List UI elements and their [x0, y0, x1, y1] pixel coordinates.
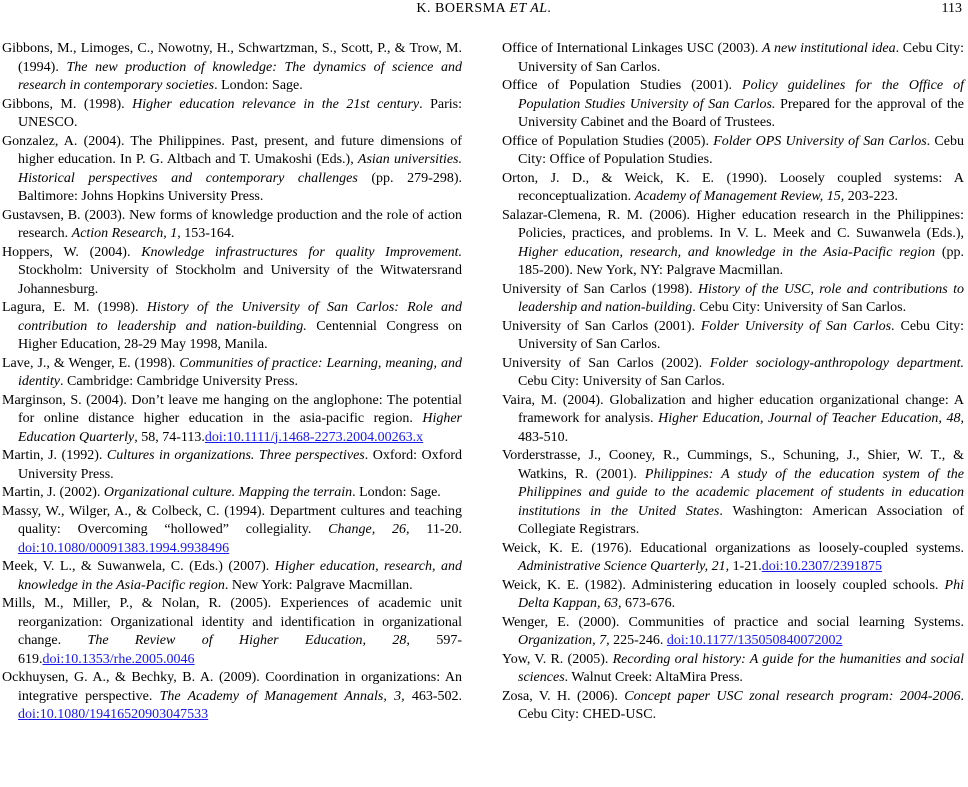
reference-text-end: . London: Sage. [214, 78, 303, 93]
reference-entry [502, 688, 964, 725]
reference-text-end: 203-223. [844, 189, 898, 204]
reference-title: Higher Education, Journal of Teacher Education, 48, [658, 411, 964, 426]
reference-entry [502, 540, 964, 577]
reference-text: Zosa, V. H. (2006). [502, 688, 625, 704]
reference-text-end: , 58, 74-113. [134, 429, 205, 445]
reference-title: Communities of practice: Learning, meaning, and identity [18, 355, 462, 389]
reference-entry [502, 207, 964, 281]
reference-entry [2, 447, 462, 484]
reference-title: The new production of knowledge: The dynamics of science and research in contemporary societies [18, 59, 463, 93]
reference-text: Vaira, M. (2004). Globalization and higher education organizational change: A framework for analysis. [502, 392, 964, 426]
reference-title: Phi Delta Kappan, 63, [518, 577, 964, 611]
reference-title: Organization, 7, [518, 633, 610, 648]
reference-title: The Academy of Management Annals, 3, [159, 688, 405, 704]
reference-title: Higher Education Quarterly [18, 411, 462, 445]
reference-text-end: . New York: Palgrave Macmillan. [224, 577, 413, 593]
reference-text-end: 463-502. [404, 688, 462, 704]
reference-text: University of San Carlos (1998). [502, 281, 698, 297]
reference-text-end: 225-246. [609, 633, 667, 648]
reference-entry [2, 96, 462, 133]
reference-text: University of San Carlos (2002). [502, 355, 710, 371]
reference-text-end: Prepared for the approval of the University Cabinet and the Board of Trustees. [518, 96, 964, 130]
reference-title: Higher education, research, and knowledge in the Asia-Pacific region [18, 559, 462, 593]
reference-text-end: 1-21. [729, 559, 762, 574]
reference-entry [2, 484, 462, 503]
reference-text-end: . Cebu City: University of San Carlos. [518, 41, 964, 75]
reference-text-end: . Cebu City: University of San Carlos. [518, 318, 964, 352]
reference-text-end: 483-510. [518, 429, 569, 445]
reference-entry [502, 318, 964, 355]
reference-title: Change, 26, [328, 522, 410, 537]
running-head-etal: ET AL. [509, 1, 552, 16]
reference-title: Higher education relevance in the 21st century [132, 96, 420, 112]
reference-text: Gibbons, M., Limoges, C., Nowotny, H., Schwartzman, S., Scott, P., & Trow, M. (1994). [2, 41, 462, 75]
doi-link[interactable]: doi:10.1353/rhe.2005.0046 [42, 651, 195, 667]
reference-text: Ockhuysen, G. A., & Bechky, B. A. (2009). Coordination in organizations: An integrative perspective. [2, 670, 462, 704]
reference-text-end: . London: Sage. [352, 485, 441, 500]
reference-text: Martin, J. (1992). [2, 448, 107, 463]
reference-title: Action Research, 1, [71, 226, 181, 241]
reference-title: Concept paper USC zonal research program: 2004-2006 [624, 688, 961, 704]
running-head-author: K. BOERSMA [416, 1, 506, 16]
reference-title: Cultures in organizations. Three perspectives [106, 448, 365, 463]
reference-entry [502, 614, 964, 651]
reference-text: Lave, J., & Wenger, E. (1998). [2, 355, 180, 371]
reference-text: Orton, J. D., & Weick, K. E. (1990). Loosely coupled systems: A reconceptualization. [502, 170, 964, 204]
reference-text-end: Stockholm: University of Stockholm and University of the Witwatersrand Johannesburg. [18, 263, 462, 297]
reference-text: Office of Population Studies (2005). [502, 133, 714, 149]
reference-text: Massy, W., Wilger, A., & Colbeck, C. (1994). Department cultures and teaching quality: Overcoming “hollowed” collegiality. [2, 503, 462, 537]
doi-link[interactable]: doi:10.1080/00091383.1994.9938496 [18, 540, 230, 556]
reference-title: Knowledge infrastructures for quality Improvement. [141, 244, 463, 260]
reference-title: Folder sociology-anthropology department. [709, 355, 964, 371]
reference-title: Folder OPS University of San Carlos [713, 133, 927, 149]
doi-link[interactable]: doi:10.1177/135050840072002 [666, 633, 843, 648]
reference-entry [502, 355, 964, 392]
reference-text-end: . Cebu City: CHED-USC. [518, 688, 964, 722]
reference-entry [502, 651, 964, 688]
reference-text-end: . Walnut Creek: AltaMira Press. [564, 670, 743, 685]
reference-text-end: 153-164. [180, 226, 235, 241]
doi-link[interactable]: doi:10.1111/j.1468-2273.2004.00263.x [204, 429, 424, 445]
reference-text: Office of Population Studies (2001). [502, 78, 743, 93]
reference-entry [2, 40, 462, 96]
reference-title: Philippines: A study of the education system of the Philippines and guide to the academic placement of students in education institutions in the United States [518, 466, 964, 519]
reference-entry [502, 77, 964, 133]
reference-text: Mills, M., Miller, P., & Nolan, R. (2005). Experiences of academic unit reorganization: Organizational identity and identification in organizational change. [2, 596, 462, 648]
reference-text: Weick, K. E. (1982). Administering education in loosely coupled schools. [502, 577, 945, 593]
reference-entry [2, 133, 462, 207]
reference-title: Folder University of San Carlos [700, 318, 892, 334]
reference-text: Gonzalez, A. (2004). The Philippines. Past, present, and future dimensions of higher education. In P. G. Altbach and T. Umakoshi (Eds.), [2, 133, 462, 167]
reference-text-end: Centennial Congress on Higher Education, 28-29 May 1998, Manila. [18, 318, 462, 352]
reference-entry [2, 355, 462, 392]
reference-text-end: . Oxford: Oxford University Press. [18, 448, 462, 482]
reference-entry [502, 40, 964, 77]
reference-entry [502, 133, 964, 170]
reference-entry [2, 207, 462, 244]
reference-title: Academy of Management Review, 15, [634, 189, 845, 204]
reference-title: Asian universities. Historical perspectives and contemporary challenges [18, 152, 463, 186]
reference-text-end: (pp. 185-200). New York, NY: Palgrave Macmillan. [518, 244, 964, 278]
reference-text-end: . Cebu City: University of San Carlos. [692, 300, 907, 315]
running-head [0, 1, 968, 17]
doi-link[interactable]: doi:10.1080/19416520903047533 [18, 707, 209, 722]
reference-text: Lagura, E. M. (1998). [2, 300, 147, 315]
reference-title: Recording oral history: A guide for the humanities and social sciences [518, 651, 965, 685]
page-header [0, 0, 968, 20]
reference-entry [502, 281, 964, 318]
reference-entry [502, 577, 964, 614]
reference-text: Yow, V. R. (2005). [502, 651, 613, 667]
doi-link[interactable]: doi:10.2307/2391875 [761, 559, 882, 574]
reference-text-end: 597-619. [18, 633, 462, 667]
reference-title: Administrative Science Quarterly, 21, [518, 559, 730, 574]
reference-entry [502, 392, 964, 448]
reference-text-end: . Cebu City: Office of Population Studies. [518, 133, 964, 167]
reference-entry [2, 558, 462, 595]
reference-text-end: . Paris: UNESCO. [18, 96, 462, 130]
reference-text: Wenger, E. (2000). Communities of practice and social learning Systems. [502, 614, 964, 630]
reference-entry [2, 392, 462, 448]
page-number: 113 [941, 1, 962, 16]
reference-text-end: (pp. 279-298). Baltimore: Johns Hopkins University Press. [18, 170, 462, 204]
reference-text-end: Cebu City: University of San Carlos. [518, 374, 725, 389]
references-right-column [502, 40, 964, 725]
reference-title: The Review of Higher Education, 28, [87, 633, 410, 648]
reference-text-end: 673-676. [621, 596, 676, 611]
reference-entry [2, 595, 462, 669]
reference-text-end: . Cambridge: Cambridge University Press. [60, 374, 298, 389]
reference-entry [502, 170, 964, 207]
reference-title: History of the USC, role and contributions to leadership and nation-building [518, 281, 964, 315]
reference-title: A new institutional idea [762, 41, 896, 56]
reference-title: Organizational culture. Mapping the terrain [103, 485, 353, 500]
reference-text: Vorderstrasse, J., Cooney, R., Cummings, S., Schuning, J., Shier, W. T., & Watkins, R. (2001). [502, 448, 964, 482]
reference-text: University of San Carlos (2001). [502, 318, 701, 334]
reference-title: History of the University of San Carlos: Role and contribution to leadership and nation-building. [18, 300, 462, 334]
reference-text-end: . Washington: American Association of Collegiate Registrars. [518, 503, 964, 537]
reference-entry [2, 503, 462, 559]
reference-entry [2, 244, 462, 300]
reference-text: Weick, K. E. (1976). Educational organizations as loosely-coupled systems. [502, 540, 964, 556]
reference-entry [502, 447, 964, 540]
references-left-column [2, 40, 462, 725]
reference-title: Policy guidelines for the Office of Population Studies University of San Carlos. [518, 78, 964, 112]
reference-title: Higher education, research, and knowledge in the Asia-Pacific region [518, 244, 936, 260]
reference-text: Office of International Linkages USC (2003). [502, 41, 763, 56]
reference-entry [2, 669, 462, 725]
reference-text: Salazar-Clemena, R. M. (2006). Higher education research in the Philippines: Policies, practices, and problems. In V. L. Meek and C. Suwanwela (Eds.), [502, 207, 964, 241]
reference-text: Meek, V. L., & Suwanwela, C. (Eds.) (2007). [2, 559, 275, 574]
reference-text-end: 11-20. [409, 522, 462, 537]
reference-text: Marginson, S. (2004). Don’t leave me hanging on the anglophone: The potential for online distance higher education in the asia-pacific region. [2, 392, 462, 426]
reference-text: Gustavsen, B. (2003). New forms of knowledge production and the role of action research. [2, 207, 462, 241]
reference-text: Hoppers, W. (2004). [2, 244, 142, 260]
reference-text: Martin, J. (2002). [2, 485, 104, 500]
reference-text: Gibbons, M. (1998). [2, 96, 133, 112]
reference-entry [2, 299, 462, 355]
